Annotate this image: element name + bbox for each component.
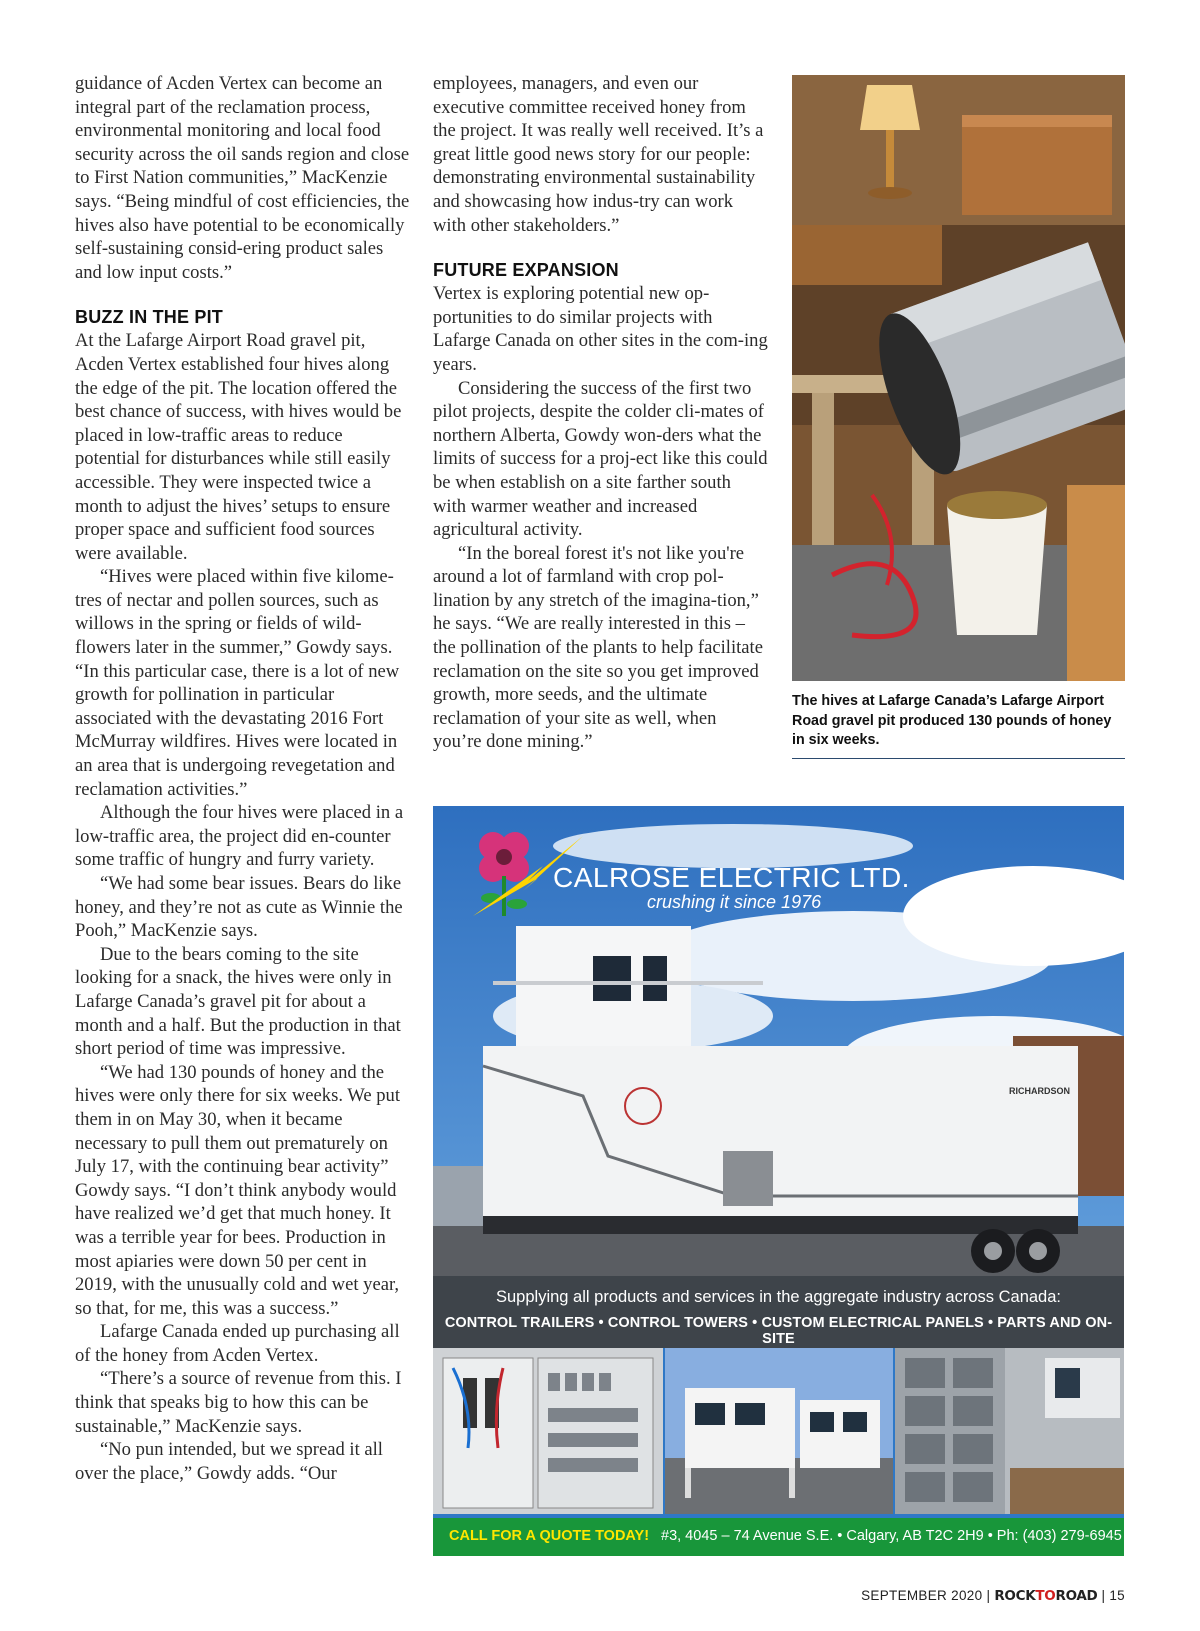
ad-call-to-action: CALL FOR A QUOTE TODAY! <box>449 1528 650 1544</box>
brand-to: TO <box>1035 1588 1056 1604</box>
paragraph: Although the four hives were placed in a low-traffic area, the project did en-counter some traffic of hungry and furry variety. <box>75 802 404 871</box>
ad-tagline: crushing it since 1976 <box>647 892 822 912</box>
paragraph: Considering the success of the first two pilot projects, despite the colder cli-mates of northern Alberta, Gowdy won-ders what the limits of success for a proj-ect like this could be when establish on a site farther south with warmer weather and increased agricultural activity. <box>433 377 768 541</box>
control-tower-photo <box>665 1348 893 1514</box>
ad-services-line: CONTROL TRAILERS • CONTROL TOWERS • CUSTOM ELECTRICAL PANELS • PARTS AND ON-SITE <box>444 1315 1113 1347</box>
ad-footer-band <box>433 1518 1124 1556</box>
issue-date: SEPTEMBER 2020 <box>861 1588 983 1603</box>
ad-website: www.calrose.ca <box>925 888 1075 910</box>
ad-supply-line: Supplying all products and services in the aggregate industry across Canada: <box>496 1288 1061 1306</box>
paragraph: Vertex is exploring potential new op-portunities to do similar projects with Lafarge Canada on other sites in the com-ing years. <box>433 283 768 375</box>
paragraph: “We had 130 pounds of honey and the hives were only there for six weeks. We put them in on May 30, when it became necessary to pull them out prematurely on July 17, with the continuing bear activity” Gowdy says. “I don’t think anybody would have realized we’d get that much honey. It was a terrible year for bees. Production in most apiaries were down 50 per cent in 2019, with the unusually cold and wet year, so that, for me, this was a success.” <box>75 1061 401 1319</box>
switchgear-room-photo <box>895 1348 1124 1514</box>
section-heading-future: FUTURE EXPANSION <box>433 260 619 281</box>
paragraph: “We had some bear issues. Bears do like honey, and they’re not as cute as Winnie the Pooh,” MacKenzie says. <box>75 873 403 942</box>
ad-company-name: CALROSE ELECTRIC LTD. <box>553 862 910 893</box>
photo-caption: The hives at Lafarge Canada’s Lafarge Airport Road gravel pit produced 130 pounds of honey in six weeks. <box>792 693 1112 748</box>
trailer-brand-label: RICHARDSON <box>1009 1086 1071 1096</box>
brand-rock: ROCK <box>994 1588 1036 1604</box>
calrose-advertisement <box>433 806 1124 1556</box>
paragraph: “Hives were placed within five kilome-tres of nectar and pollen sources, such as willows in the spring or fields of wild-flowers later in the summer,” Gowdy says. “In this particular case, there is a lot of new growth for pollination in particular associated with the devastating 2016 Fort McMurray wildfires. Hives were located in an area that is undergoing revegetation and reclamation activities.” <box>75 566 400 800</box>
paragraph: “There’s a source of revenue from this. I think that speaks big to how this can be sustainable,” MacKenzie says. <box>75 1368 402 1437</box>
section-heading-buzz: BUZZ IN THE PIT <box>75 307 223 328</box>
hives-photo-illustration <box>792 75 1125 681</box>
magazine-brand <box>994 1588 1097 1604</box>
article-column-2 <box>433 72 768 754</box>
paragraph: guidance of Acden Vertex can become an integral part of the reclamation process, environmental monitoring and local food security across the oil sands region and close to First Nation communities,” MacKenzie says. “Being mindful of cost efficiencies, the hives also have potential to be economically self-sustaining consid-ering product sales and low input costs.” <box>75 73 410 283</box>
paragraph: employees, managers, and even our executive committee received honey from the project. It was really well received. It’s a great little good news story for our people: demonstrating environmental sustainability and showcasing how indus-try can work with other stakeholders.” <box>433 73 764 236</box>
paragraph: “No pun intended, but we spread it all over the place,” Gowdy adds. “Our <box>75 1439 383 1484</box>
article-column-1 <box>75 72 410 1485</box>
ad-contact-address: #3, 4045 – 74 Avenue S.E. • Calgary, AB T2C 2H9 • Ph: (403) 279-6945 <box>661 1528 1122 1544</box>
electrical-panel-photo <box>433 1348 663 1514</box>
caption-divider <box>792 758 1125 759</box>
hives-photo <box>792 75 1125 681</box>
footer-separator: | <box>1101 1588 1106 1603</box>
page-footer <box>861 1588 1125 1604</box>
paragraph: “In the boreal forest it's not like you're around a lot of farmland with crop pol-lination by any stretch of the imagina-tion,” he says. “We are really interested in this – the pollination of the plants to help facilitate reclamation on the site so you get improved growth, more seeds, and the ultimate reclamation of your site as well, when you’re done mining.” <box>433 542 763 753</box>
paragraph: Due to the bears coming to the site looking for a snack, the hives were only in Lafarge Canada’s gravel pit for about a month and a half. But the production in that short period of time was impressive. <box>75 943 401 1060</box>
footer-separator: | <box>986 1588 991 1603</box>
paragraph: At the Lafarge Airport Road gravel pit, Acden Vertex established four hives along the edge of the pit. The location offered the best chance of success, with hives would be placed in low-traffic areas to reduce potential for disturbances while still easily accessible. They were inspected twice a month to adjust the hives’ setups to ensure proper space and sufficient food sources were available. <box>75 330 402 564</box>
paragraph: Lafarge Canada ended up purchasing all of the honey from Acden Vertex. <box>75 1321 400 1366</box>
brand-road: ROAD <box>1055 1588 1098 1604</box>
page-number: 15 <box>1109 1588 1125 1603</box>
